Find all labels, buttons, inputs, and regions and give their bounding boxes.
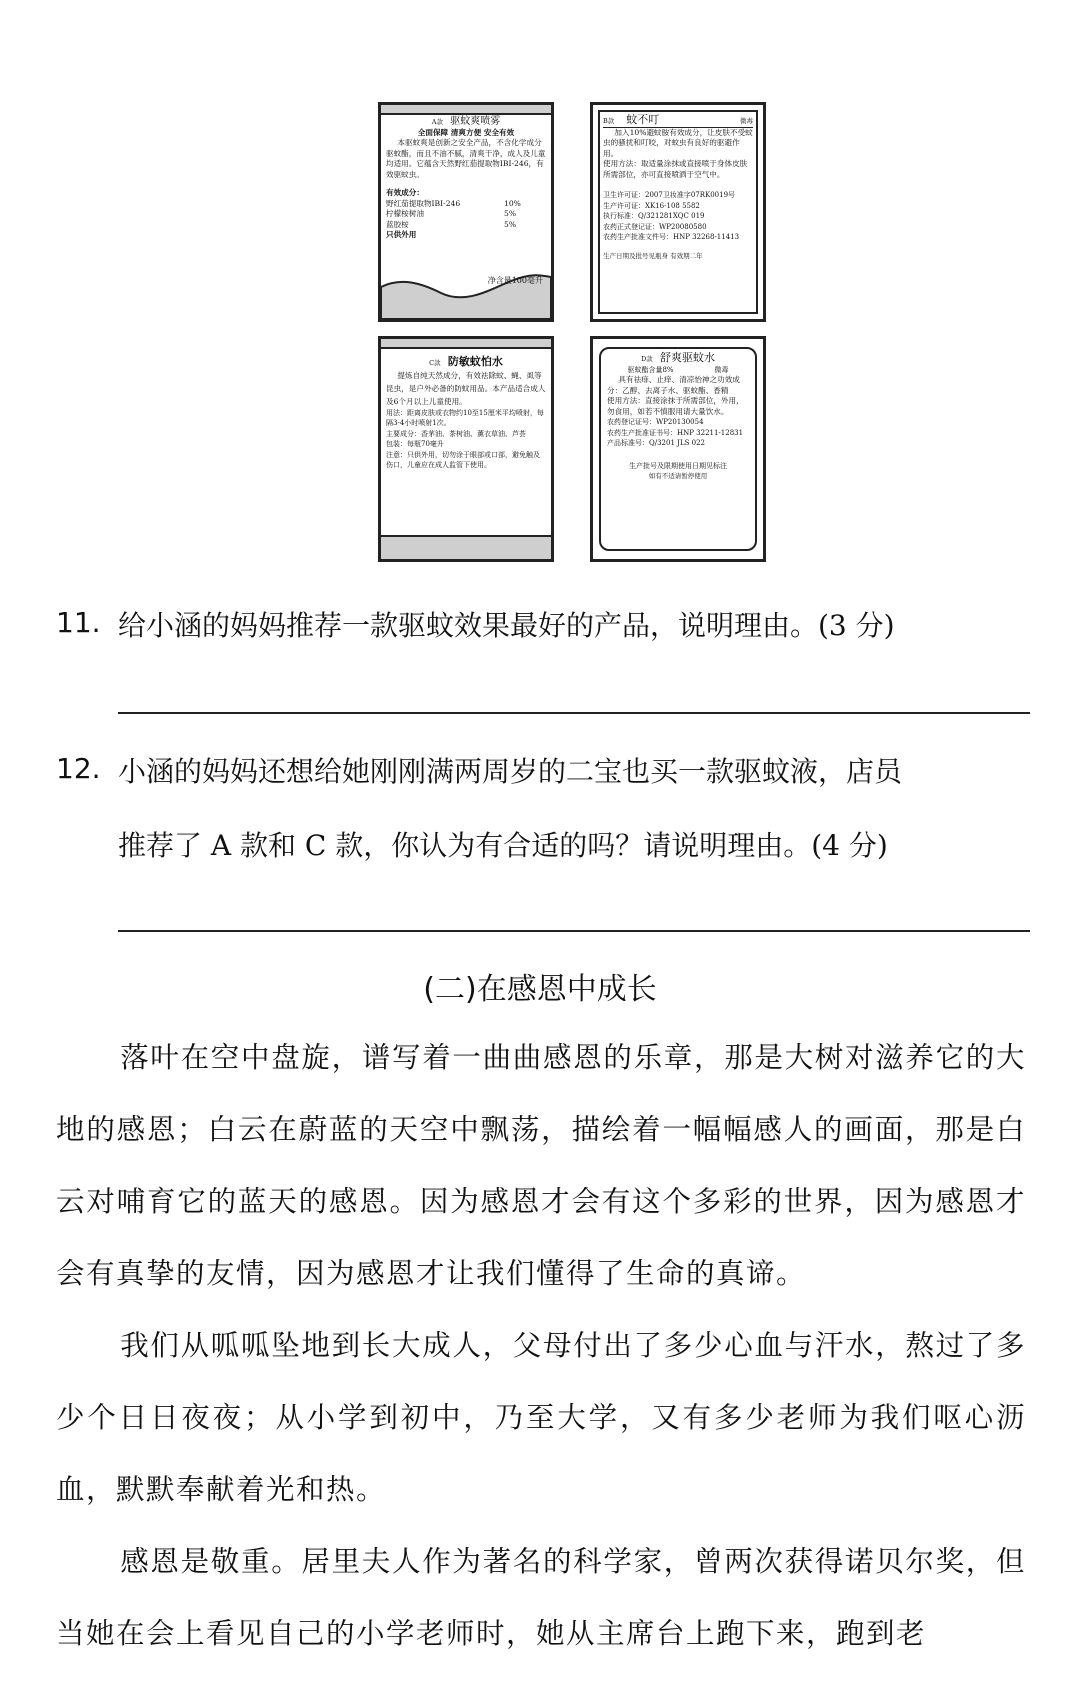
label-a-name: 驱蚊爽喷雾 bbox=[450, 116, 501, 127]
question-11-text: 给小涵的妈妈推荐一款驱蚊效果最好的产品，说明理由。(3 分) bbox=[118, 609, 895, 642]
paragraph-2: 我们从呱呱坠地到长大成人，父母付出了多少心血与汗水，熬过了多少个日日夜夜；从小学到初中，乃至大学，又有多少老师为我们呕心沥血，默默奉献着光和热。 bbox=[56, 1329, 1026, 1506]
label-c-note: 注意：只供外用，切勿涂于眼部或口部，避免触及伤口，儿童应在成人监管下使用。 bbox=[386, 450, 540, 469]
question-11-number: 11. bbox=[56, 606, 101, 639]
card-bottom-bar bbox=[381, 535, 551, 559]
label-d-line: 农药登记证号：WP20130054 bbox=[607, 418, 704, 426]
label-b-line: 生产许可证：XK16-108 5582 bbox=[603, 201, 700, 210]
answer-line-11[interactable] bbox=[118, 712, 1030, 714]
label-card-a bbox=[378, 102, 554, 322]
label-d-usage: 使用方法：直接涂抹于所需部位，外用，勿食用，如若不慎服用请大量饮水。 bbox=[607, 396, 744, 416]
ingredient-row: 野红茄提取物IBI-246 10% bbox=[386, 198, 521, 208]
label-c-name: 防敏蚊怕水 bbox=[447, 355, 503, 368]
label-b-desc: 加入10%避蚊胺有效成分，让皮肤不受蚊虫的骚扰和叮咬，对蚊虫有良好的驱避作用。 bbox=[603, 127, 753, 158]
label-b-line: 卫生许可证：2007卫妆准字07RK0019号 bbox=[603, 191, 736, 199]
card-top-bar bbox=[381, 105, 551, 115]
label-b-toxicity: 微毒 bbox=[740, 117, 753, 125]
label-card-c bbox=[378, 336, 554, 562]
label-b-usage: 使用方法：取适量涂抹或直接喷于身体皮肤所需部位，亦可直接喷洒于空气中。 bbox=[603, 159, 748, 179]
label-c-desc: 提炼自纯天然成分，有效祛除蚊、蝇、虱等昆虫，是户外必备的防蚊用品。本产品适合成人及6个月以上儿童使用。 bbox=[386, 370, 546, 406]
label-d-toxicity: 微毒 bbox=[714, 365, 729, 374]
paragraph-3: 感恩是敬重。居里夫人作为著名的科学家，曾两次获得诺贝尔奖，但当她在会上看见自己的小学老师时，她从主席台上跑下来，跑到老 bbox=[56, 1545, 1026, 1650]
label-a-tag: A款 bbox=[431, 118, 443, 126]
label-b-line: 农药正式登记证：WP20080580 bbox=[603, 222, 707, 231]
label-b-tag: B款 bbox=[603, 117, 615, 125]
paragraph-1: 落叶在空中盘旋，谱写着一曲曲感恩的乐章，那是大树对滋养它的大地的感恩；白云在蔚蓝的天空中飘荡，描绘着一幅幅感人的画面，那是白云对哺育它的蓝天的感恩。因为感恩才会有这个多彩的世界，因为感恩才会有真挚的友情，因为感恩才让我们懂得了生命的真谛。 bbox=[56, 1041, 1026, 1290]
question-12-number: 12. bbox=[56, 752, 101, 785]
label-a-desc: 本驱蚊爽是创新之安全产品，不含化学成分驱蚊酯，而且不油不腻，清爽干净，成人及儿童均适用。它蕴含天然野红茄提取物IBI-246，有效驱蚊虫。 bbox=[386, 138, 546, 179]
label-c-tag: C款 bbox=[429, 359, 441, 367]
question-12-line1: 小涵的妈妈还想给她刚刚满两周岁的二宝也买一款驱蚊液，店员 bbox=[118, 755, 903, 788]
label-b-footer: 生产日期及批号见瓶身 有效期二年 bbox=[603, 251, 703, 260]
label-b-line: 执行标准：Q/321281XQC 019 bbox=[603, 212, 705, 220]
label-b-line: 农药生产批准文件号：HNP 32268-11413 bbox=[603, 233, 740, 241]
label-card-d bbox=[590, 336, 766, 562]
label-a-wave-graphic bbox=[381, 259, 551, 319]
card-top-bar bbox=[381, 339, 551, 349]
label-c-content bbox=[386, 357, 546, 471]
section-title: (二)在感恩中成长 bbox=[423, 972, 657, 1007]
label-d-line: 农药生产批准证书号：HNP 32211-12831 bbox=[607, 428, 744, 437]
label-c-usage: 用法：距离皮肤或衣物约10至15厘米平均喷射，每隔3-4小时喷射1次。 bbox=[386, 408, 544, 427]
label-b-name: 蚊不叮 bbox=[626, 113, 660, 126]
label-a-ingredients-title: 有效成分： bbox=[386, 188, 424, 197]
label-d-footer1: 生产批号及限期使用日期见标注 bbox=[629, 461, 727, 470]
label-b-content bbox=[603, 115, 753, 261]
answer-line-12[interactable] bbox=[118, 930, 1030, 932]
label-d-tag: D款 bbox=[641, 355, 653, 363]
label-card-b bbox=[590, 102, 766, 322]
label-c-ingredients: 主要成分：香茅油、茶树油、薰衣草油、芦荟 bbox=[386, 429, 526, 438]
label-a-content bbox=[386, 117, 546, 241]
ingredient-row: 蓝胶桉 5% bbox=[386, 219, 517, 229]
label-d-footer2: 如有不适请暂停使用 bbox=[648, 472, 708, 480]
label-a-net: 净含量100毫升 bbox=[487, 276, 543, 285]
label-a-slogan: 全面保障 清爽方便 安全有效 bbox=[417, 127, 515, 137]
label-d-content bbox=[607, 353, 749, 482]
label-d-line: 产品标准号：Q/3201 JLS 022 bbox=[607, 439, 705, 447]
label-d-name: 舒爽驱蚊水 bbox=[659, 351, 715, 364]
label-d-desc: 具有祛痱、止痒、清凉怡神之功效成分：乙醇、去离子水、驱蚊酯、香精 bbox=[607, 375, 740, 395]
label-a-external: 只供外用 bbox=[386, 230, 417, 239]
label-c-package: 包装：每瓶70毫升 bbox=[386, 440, 444, 448]
question-12-line2: 推荐了 A 款和 C 款，你认为有合适的吗？请说明理由。(4 分) bbox=[118, 829, 888, 862]
ingredient-row: 柠檬桉树油 5% bbox=[386, 209, 517, 218]
label-d-content-pct: 驱蚊酯含量8% bbox=[627, 365, 674, 374]
